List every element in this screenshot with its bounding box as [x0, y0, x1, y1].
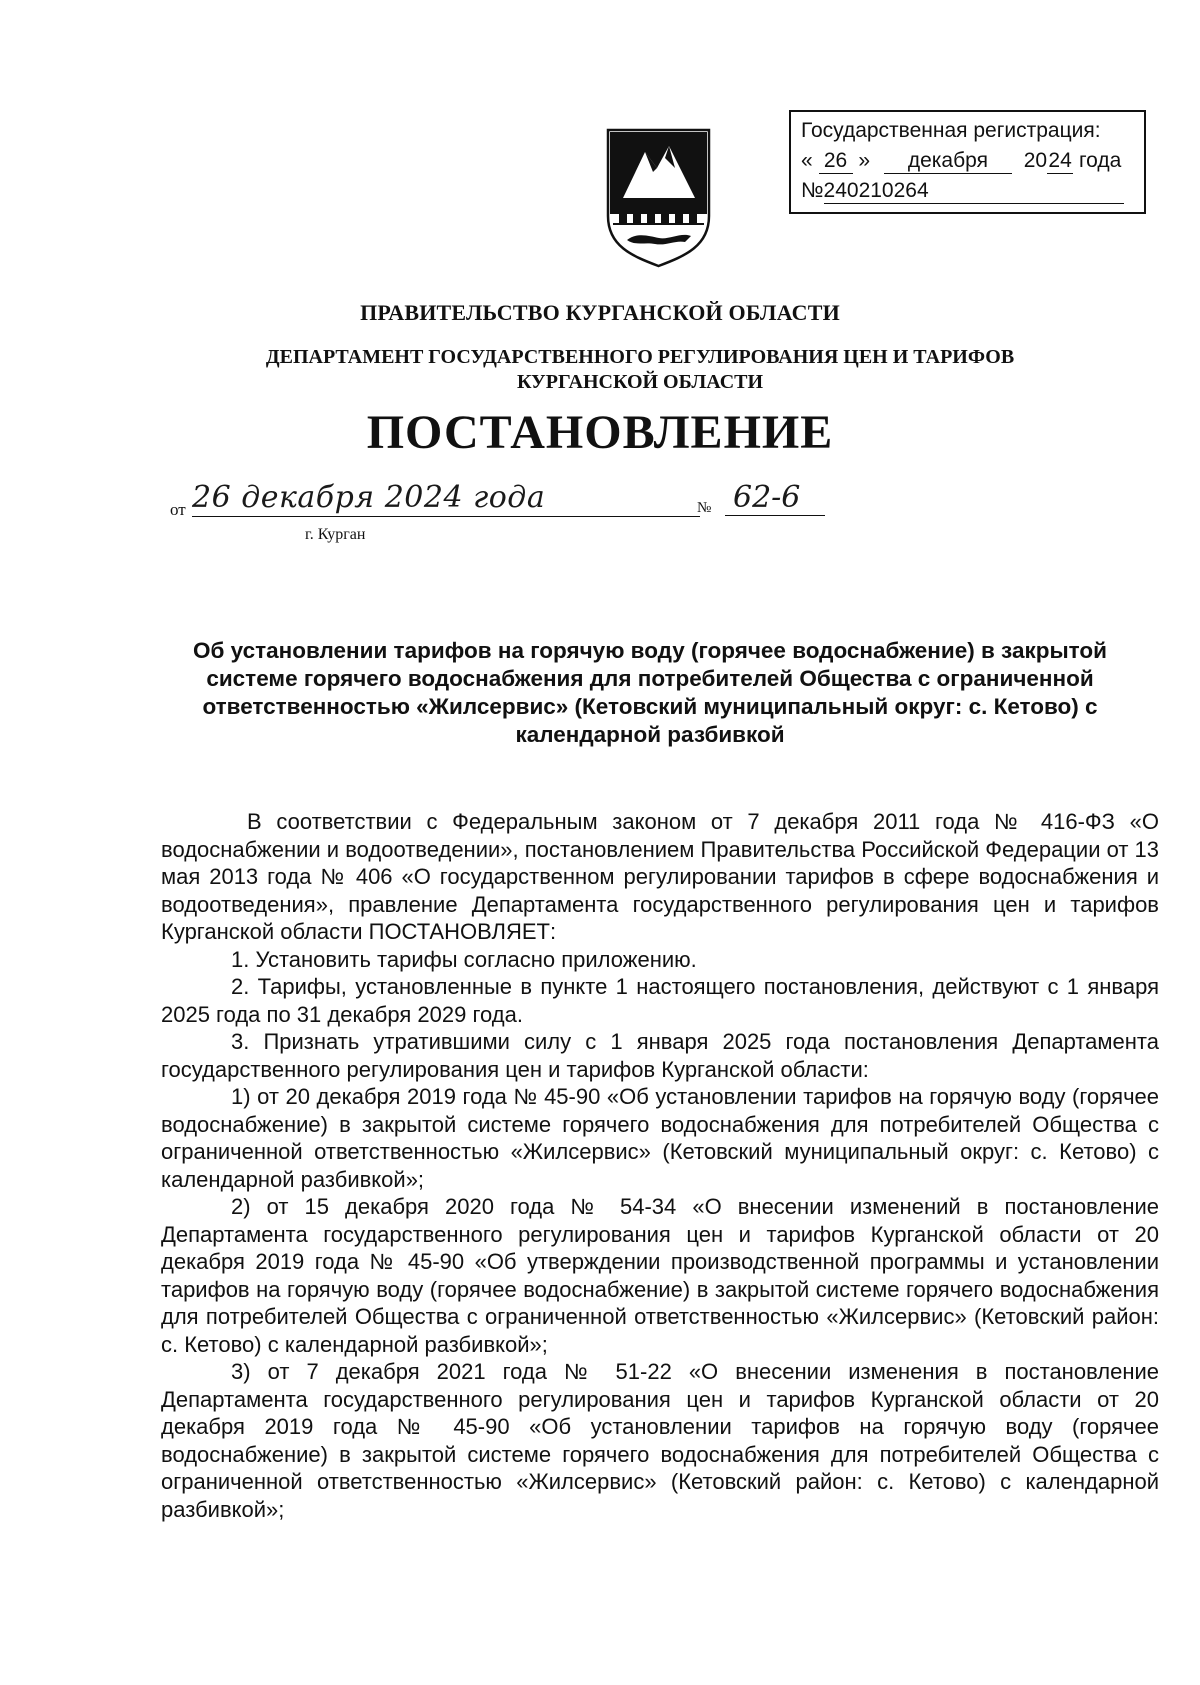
- registration-stamp: [789, 110, 1146, 214]
- registration-year-suffix: 24: [1048, 149, 1072, 172]
- registration-number-label: №: [801, 179, 824, 202]
- coat-of-arms-icon: [605, 128, 712, 268]
- registration-day: 26: [819, 149, 853, 174]
- paragraph-item-1: 1. Установить тарифы согласно приложению.: [231, 946, 697, 972]
- document-type-title: ПОСТАНОВЛЕНИЕ: [366, 406, 834, 459]
- number-label: №: [697, 500, 712, 516]
- handwritten-number: 62-6: [725, 480, 825, 516]
- handwritten-date: 26 декабря 2024 года: [192, 480, 700, 517]
- registration-date-row: [801, 146, 1134, 176]
- registration-year-word: года: [1078, 149, 1122, 172]
- paragraph-item-2: 2. Тарифы, установленные в пункте 1 настоящего постановления, действуют с 1 января 2025 года по 31 декабря 2029 года.: [161, 974, 1159, 1027]
- date-from-label: от: [170, 500, 186, 519]
- paragraph-subitem-3: 3) от 7 декабря 2021 года № 51-22 «О внесении изменения в постановление Департамента государственного регулирования цен и тарифов Курганской области от 20 декабря 2019 года № 45-90 «Об установлении тарифов на горячую воду (горячее водоснабжение) в закрытой системе горячего водоснабжения для потребителей Общества с ограниченной ответственностью «Жилсервис» (Кетовский район: с. Кетово) с календарной разбивкой»;: [161, 1359, 1159, 1522]
- registration-year-prefix: 20: [1023, 149, 1048, 172]
- paragraph-item-3: 3. Признать утратившими силу с 1 января 2025 года постановления Департамента государственного регулирования цен и тарифов Курганской области:: [161, 1029, 1159, 1082]
- paragraph-subitem-1: 1) от 20 декабря 2019 года № 45-90 «Об установлении тарифов на горячую воду (горячее водоснабжение) в закрытой системе горячего водоснабжения для потребителей Общества с ограниченной ответственностью «Жилсервис» (Кетовский муниципальный округ: с. Кетово) с календарной разбивкой»;: [161, 1084, 1159, 1192]
- paragraph-subitem-2: 2) от 15 декабря 2020 года № 54-34 «О внесении изменений в постановление Департамента государственного регулирования цен и тарифов Курганской области от 20 декабря 2019 года № 45-90 «Об утверждении производственной программы и установлении тарифов на горячую воду (горячее водоснабжение) в закрытой системе горячего водоснабжения для потребителей Общества с ограниченной ответственностью «Жилсервис» (Кетовский район: с. Кетово) с календарной разбивкой»;: [161, 1194, 1159, 1357]
- paragraph-preamble: В соответствии с Федеральным законом от 7 декабря 2011 года № 416-ФЗ «О водоснабжении и водоотведении», постановлением Правительства Российской Федерации от 13 мая 2013 года № 406 «О государственном регулировании тарифов в сфере водоснабжения и водоотведения», правление Департамента государственного регулирования цен и тарифов Курганской области ПОСТАНОВЛЯЕТ:: [161, 809, 1160, 944]
- registration-title: Государственная регистрация:: [801, 119, 1101, 142]
- document-body: [161, 808, 1159, 1523]
- registration-number: 240210264: [824, 179, 1124, 204]
- registration-month: декабря: [884, 149, 1012, 174]
- document-subject: Об установлении тарифов на горячую воду (горячее водоснабжение) в закрытой системе горячего водоснабжения для потребителей Общества с ограниченной ответственностью «Жилсервис» (Кетовский муниципальный округ: с. Кетово) с календарной разбивкой: [193, 638, 1107, 747]
- government-name: ПРАВИТЕЛЬСТВО КУРГАНСКОЙ ОБЛАСТИ: [360, 300, 840, 325]
- registration-number-row: [801, 176, 1134, 206]
- registration-quote-open: «: [801, 149, 813, 172]
- date-number-line: [170, 478, 801, 548]
- city-name: г. Курган: [305, 526, 366, 543]
- registration-quote-close: »: [858, 149, 871, 172]
- department-name: ДЕПАРТАМЕНТ ГОСУДАРСТВЕННОГО РЕГУЛИРОВАНИЯ ЦЕН И ТАРИФОВ КУРГАНСКОЙ ОБЛАСТИ: [265, 346, 1015, 393]
